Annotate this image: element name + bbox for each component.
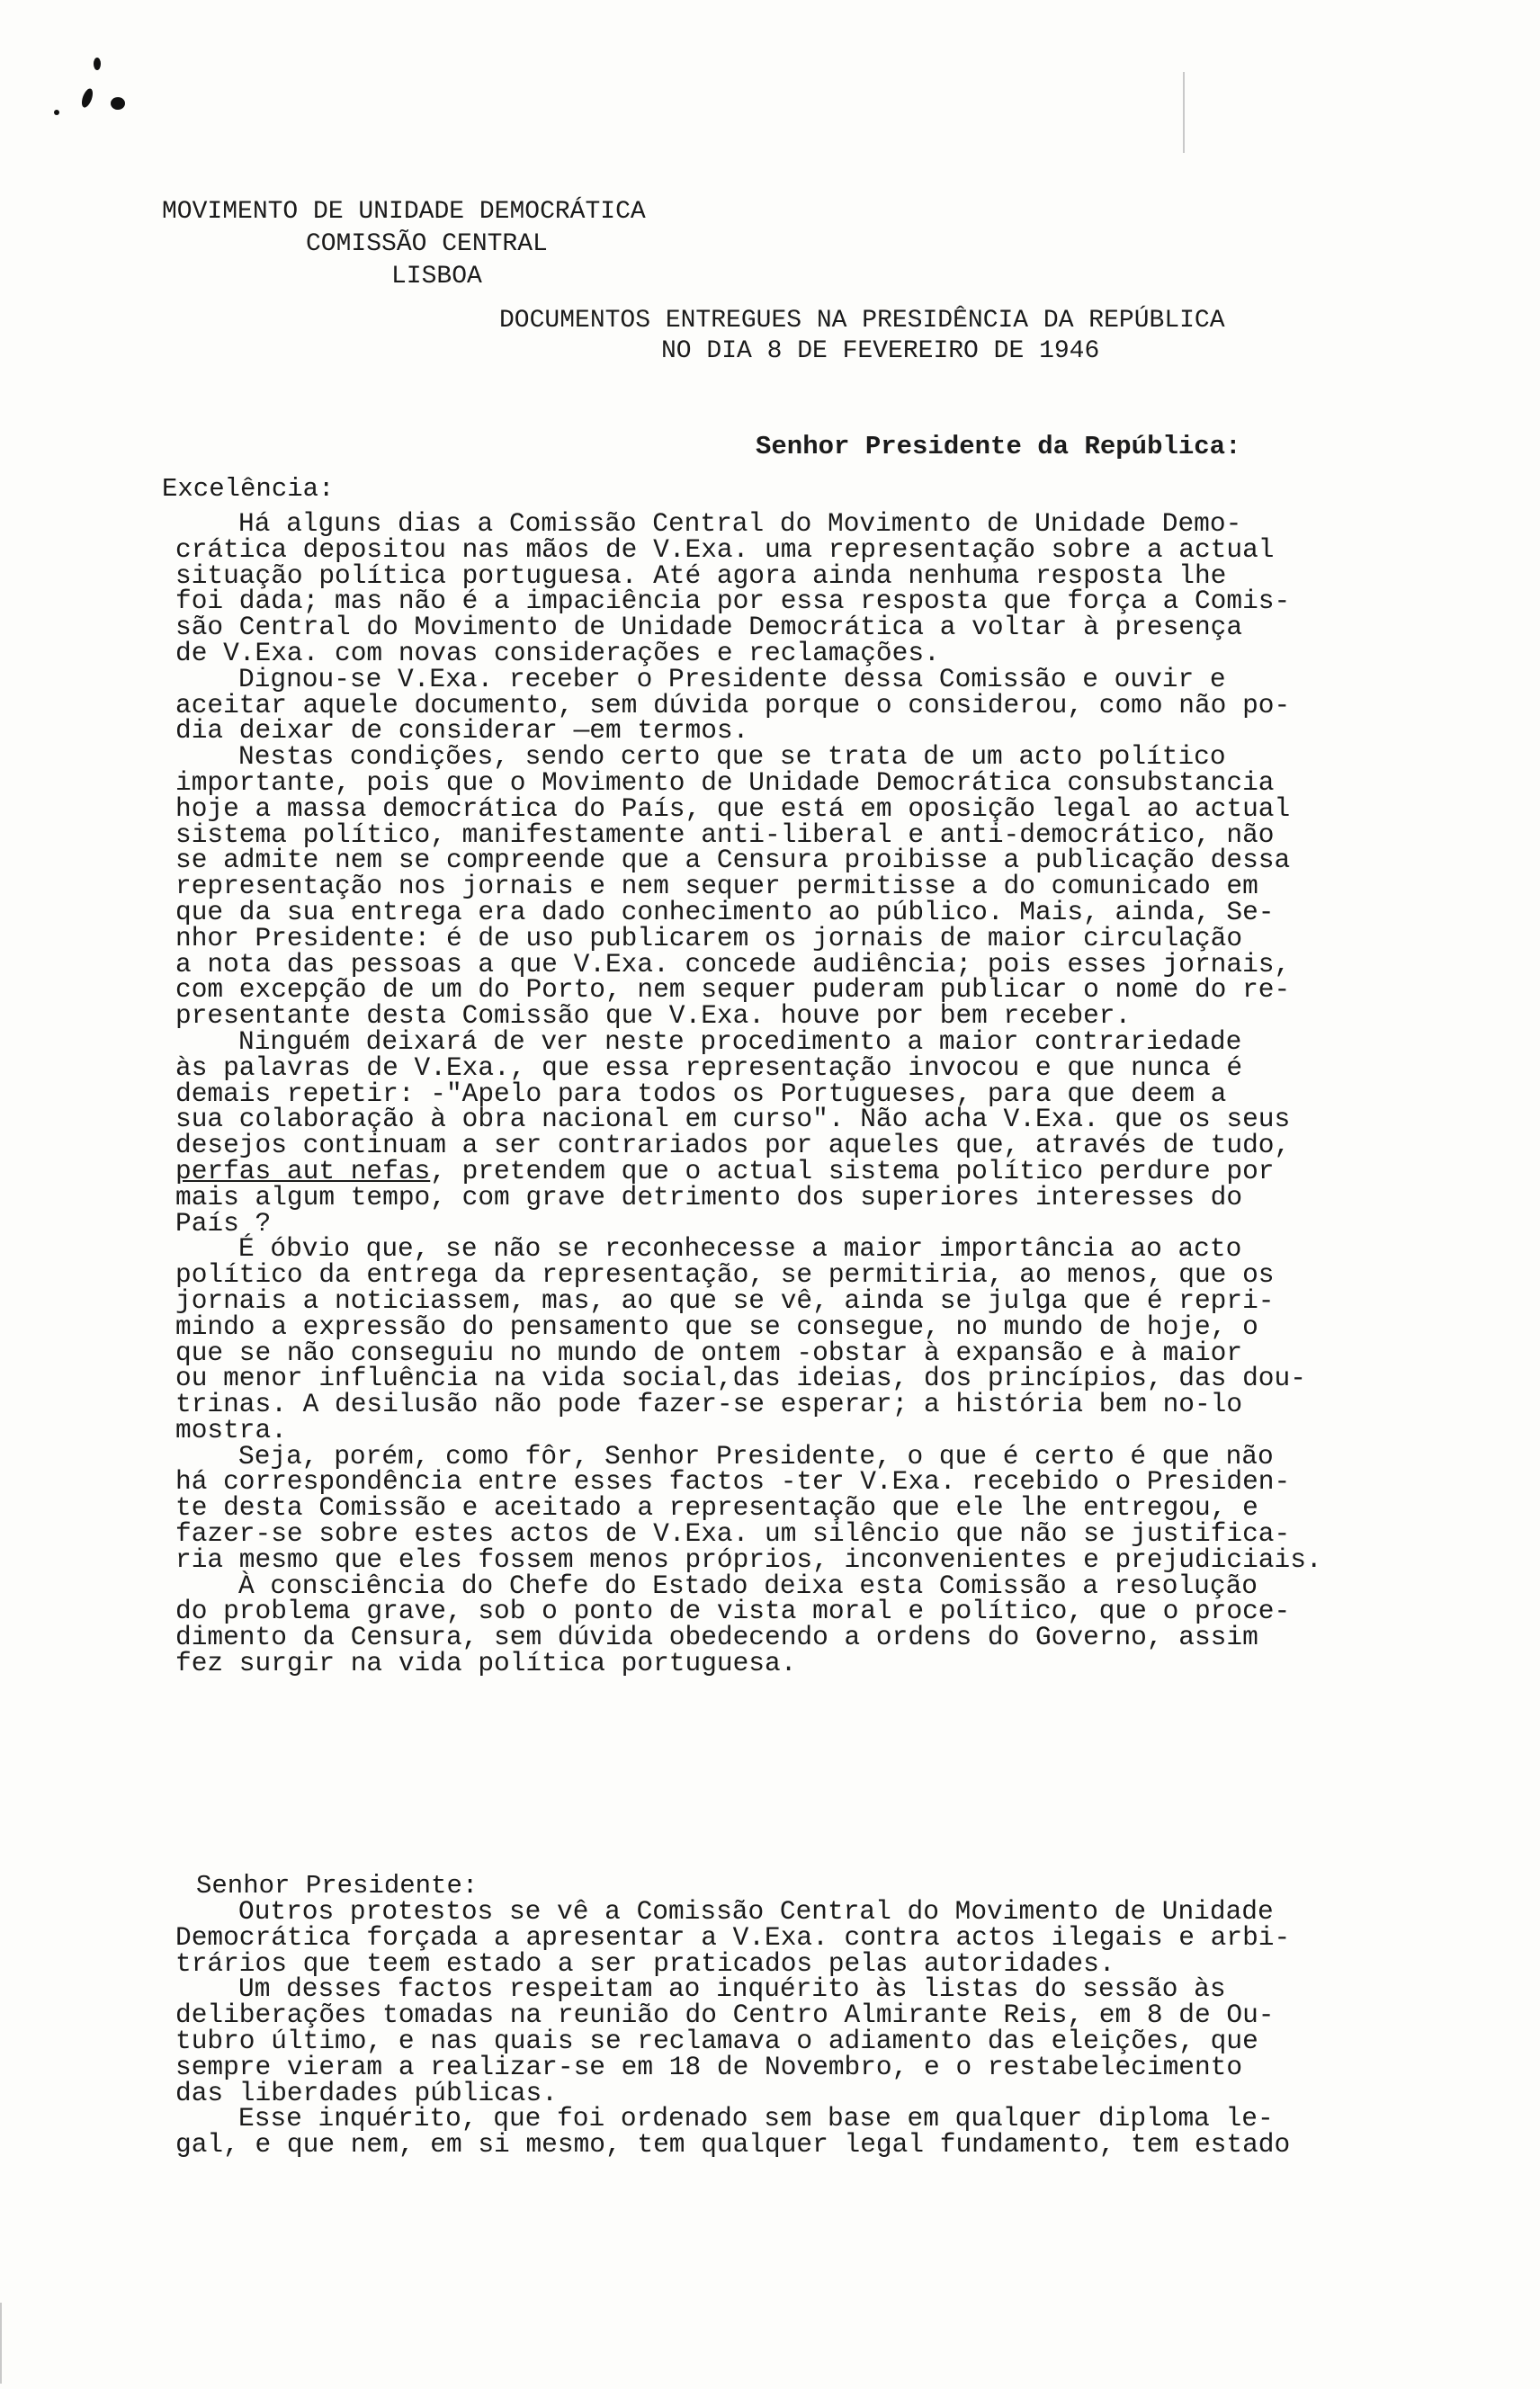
text-line: crática depositou nas mãos de V.Exa. uma representação sobre a actual	[175, 533, 1275, 565]
text-line: ou menor influência na vida social,das ideias, dos princípios, das dou-	[175, 1363, 1306, 1394]
document-title-line2: NO DIA 8 DE FEVEREIRO DE 1946	[661, 337, 1100, 365]
text-line: com excepção de um do Porto, nem sequer puderam publicar o nome do re-	[175, 974, 1291, 1006]
text-line: trinas. A desilusão não pode fazer-se esperar; a história bem no-lo	[175, 1389, 1243, 1420]
second-salutation: Senhor Presidente:	[196, 1871, 479, 1901]
text-line: Democrática forçada a apresentar a V.Exa. contra actos ilegais e arbi-	[175, 1921, 1291, 1953]
text-line: que se não conseguiu no mundo de ontem -obstar à expansão e à maior	[175, 1337, 1243, 1368]
text-line: importante, pois que o Movimento de Unidade Democrática consubstancia	[175, 766, 1275, 798]
organization-city: LISBOA	[391, 263, 482, 291]
text-line: representação nos jornais e nem sequer permitisse a do comunicado em	[175, 871, 1258, 902]
text-line: político da entrega da representação, se permitiria, ao menos, que os	[175, 1259, 1275, 1291]
text-line: presentante desta Comissão que V.Exa. houve por bem receber.	[175, 1000, 1132, 1032]
text-line: País ?	[175, 1207, 272, 1239]
text-line: Ninguém deixará de ver neste procedimento a maior contrariedade	[238, 1025, 1242, 1057]
text-line: que da sua entrega era dado conhecimento ao público. Mais, ainda, Se-	[175, 896, 1275, 927]
text-line: nhor Presidente: é de uso publicarem os jornais de maior circulação	[175, 922, 1243, 953]
text-line: hoje a massa democrática do País, que está em oposição legal ao actual	[175, 792, 1291, 824]
text-line: À consciência do Chefe do Estado deixa esta Comissão a resolução	[238, 1570, 1258, 1601]
text-line: trários que teem estado a ser praticados pelas autoridades.	[175, 1947, 1115, 1979]
text-line: fazer-se sobre estes actos de V.Exa. um silêncio que não se justifica-	[175, 1518, 1291, 1550]
text-line: sua colaboração à obra nacional em curso". Não acha V.Exa. que os seus	[175, 1104, 1291, 1135]
text-line: jornais a noticiassem, mas, ao que se vê, ainda se julga que é repri-	[175, 1284, 1275, 1316]
text-line: sistema político, manifestamente anti-liberal e anti-democrático, não	[175, 819, 1275, 850]
ink-mark	[111, 97, 125, 110]
text-line: Um desses factos respeitam ao inquérito às listas do sessão às	[238, 1973, 1226, 2005]
text-line: situação política portuguesa. Até agora ainda nenhuma resposta lhe	[175, 559, 1227, 591]
text-line: mais algum tempo, com grave detrimento dos superiores interesses do	[175, 1181, 1243, 1212]
ink-mark	[94, 58, 101, 70]
text-line: se admite nem se compreende que a Censura proibisse a publicação dessa	[175, 845, 1291, 876]
text-line: É óbvio que, se não se reconhecesse a maior importância ao acto	[238, 1233, 1242, 1265]
text-line: Outros protestos se vê a Comissão Central do Movimento de Unidade	[238, 1896, 1274, 1927]
organization-name: MOVIMENTO DE UNIDADE DEMOCRÁTICA	[162, 198, 646, 226]
text-line: dimento da Censura, sem dúvida obedecendo a ordens do Governo, assim	[175, 1622, 1258, 1653]
text-line: aceitar aquele documento, sem dúvida porque o considerou, como não po-	[175, 689, 1291, 720]
ink-mark	[80, 87, 95, 109]
organization-commission: COMISSÃO CENTRAL	[306, 230, 548, 258]
text-line: são Central do Movimento de Unidade Democrática a voltar à presença	[175, 612, 1243, 643]
text-line: do problema grave, sob o ponto de vista moral e político, que o proce-	[175, 1596, 1291, 1627]
text-line: Nestas condições, sendo certo que se trata de um acto político	[238, 741, 1226, 773]
text-line: das liberdades públicas.	[175, 2077, 558, 2108]
text-line: dia deixar de considerar —em termos.	[175, 715, 749, 747]
text-line: mostra.	[175, 1414, 287, 1445]
text-line: de V.Exa. com novas considerações e reclamações.	[175, 637, 940, 668]
text-line: perfas aut nefas, pretendem que o actual sistema político perdure por	[175, 1155, 1275, 1186]
text-line: sempre vieram a realizar-se em 18 de Novembro, e o restabelecimento	[175, 2051, 1243, 2082]
text-line: Dignou-se V.Exa. receber o Presidente dessa Comissão e ouvir e	[238, 663, 1226, 694]
text-line: às palavras de V.Exa., que essa representação invocou e que nunca é	[175, 1051, 1243, 1083]
text-line: foi dada; mas não é a impaciência por essa resposta que força a Comis-	[175, 586, 1291, 617]
text-line: Seja, porém, como fôr, Senhor Presidente, o que é certo é que não	[238, 1440, 1274, 1472]
document-title-line1: DOCUMENTOS ENTREGUES NA PRESIDÊNCIA DA REPÚBLICA	[499, 307, 1225, 335]
scan-artifact	[0, 2303, 2, 2384]
text-line: demais repetir: -"Apelo para todos os Portugueses, para que deem a	[175, 1078, 1227, 1109]
organization-header	[162, 196, 646, 293]
text-line: ria mesmo que eles fossem menos próprios, inconvenientes e prejudiciais.	[175, 1543, 1322, 1575]
ink-mark	[54, 110, 59, 115]
text-line: deliberações tomadas na reunião do Centro Almirante Reis, em 8 de Ou-	[175, 2000, 1275, 2031]
document-title	[499, 306, 1225, 367]
text-line: Esse inquérito, que foi ordenado sem base em qualquer diploma le-	[238, 2103, 1274, 2134]
salutation-opening: Excelência:	[162, 474, 335, 504]
scan-artifact	[1183, 72, 1185, 153]
text-line: Há alguns dias a Comissão Central do Movimento de Unidade Demo-	[238, 508, 1242, 539]
text-line: gal, e que nem, em si mesmo, tem qualquer legal fundamento, tem estado	[175, 2129, 1291, 2161]
text-line: tubro último, e nas quais se reclamava o adiamento das eleições, que	[175, 2025, 1258, 2056]
letter-body-part1	[175, 508, 1453, 1679]
text-line: a nota das pessoas a que V.Exa. concede audiência; pois esses jornais,	[175, 948, 1291, 980]
text-line: fez surgir na vida política portuguesa.	[175, 1648, 797, 1679]
text-line: mindo a expressão do pensamento que se consegue, no mundo de hoje, o	[175, 1311, 1258, 1342]
text-line: te desta Comissão e aceitado a representação que ele lhe entregou, e	[175, 1492, 1258, 1524]
text-line: desejos continuam a ser contrariados por aqueles que, através de tudo,	[175, 1130, 1291, 1161]
letter-body-part2	[175, 1896, 1453, 2161]
salutation-addressee: Senhor Presidente da República:	[756, 432, 1241, 461]
text-line: há correspondência entre esses factos -ter V.Exa. recebido o Presiden-	[175, 1466, 1291, 1498]
